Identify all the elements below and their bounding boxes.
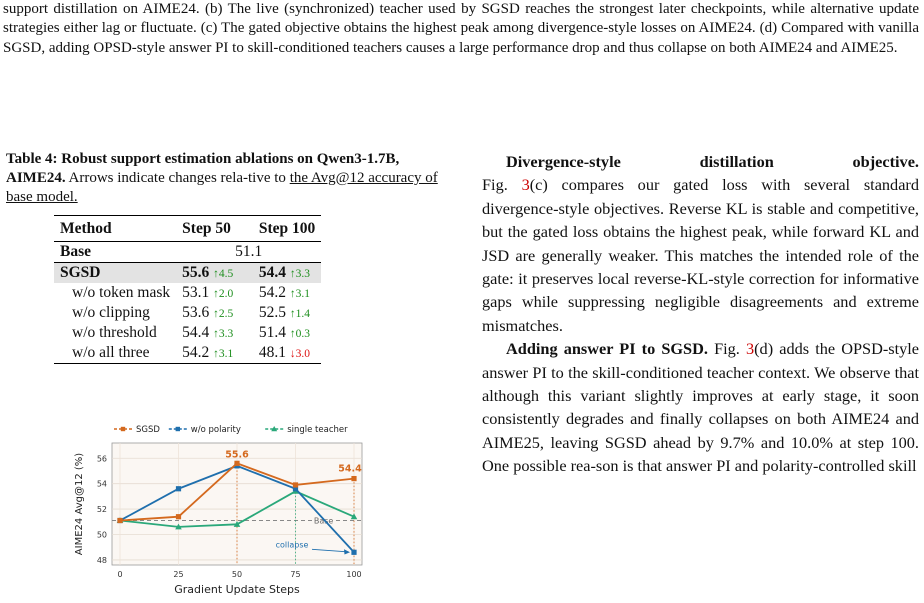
data-label: 54.4 — [338, 463, 362, 475]
header-step100: Step 100 — [253, 216, 321, 242]
base-value: 51.1 — [176, 242, 321, 263]
table-caption — [6, 150, 446, 207]
delta-up: ↑2.5 — [213, 308, 234, 320]
table-row — [54, 303, 321, 323]
base-label: Base — [54, 242, 176, 263]
series-point — [234, 461, 239, 466]
method-cell: w/o clipping — [72, 304, 150, 321]
figure-ref-link[interactable]: 3 — [746, 339, 755, 359]
y-tick-label: 52 — [96, 505, 107, 515]
series-point — [293, 482, 298, 487]
body-text-column — [482, 150, 919, 478]
series-point — [351, 476, 356, 481]
x-axis-label: Gradient Update Steps — [174, 583, 300, 596]
paragraph-divergence — [482, 150, 919, 173]
value-cell: 48.1 — [258, 344, 286, 361]
delta-up: ↑3.1 — [289, 288, 310, 300]
figure-caption-continuation: support distillation on AIME24. (b) The live (synchronized) teacher used by SGSD reaches the strongest later checkpoints, while alternative update strategies either lag or fluctuate. (c) The gated objective obtains the highest peak among divergence-style losses on AIME24. (d) Compared with vanilla SGSD, adding OPSD-style answer PI to skill-conditioned teachers causes a large performance drop and thus collapse on both AIME24 and AIME25. — [3, 1, 919, 56]
series-point — [176, 486, 181, 491]
legend-marker — [176, 427, 180, 431]
table-caption-underlined: the Avg@12 accuracy of base model. — [6, 170, 438, 205]
paragraph-title: Adding answer PI to SGSD. — [506, 339, 708, 359]
legend-marker — [121, 427, 125, 431]
line-chart — [70, 415, 380, 600]
table-row — [54, 343, 321, 364]
method-cell: w/o threshold — [72, 324, 157, 341]
legend-label: SGSD — [136, 425, 160, 435]
table-row — [54, 323, 321, 343]
y-tick-label: 48 — [96, 555, 107, 565]
delta-up: ↑4.5 — [213, 268, 234, 280]
delta-up: ↑0.3 — [289, 328, 310, 340]
table-row — [54, 263, 321, 284]
delta-up: ↑2.0 — [213, 288, 234, 300]
table-caption-title: Robust support estimation ablations on Qwen3-1.7B, AIME24. — [6, 151, 400, 186]
x-tick-label: 75 — [290, 570, 301, 579]
value-cell: 53.6 — [182, 304, 210, 321]
delta-up: ↑1.4 — [289, 308, 310, 320]
x-tick-label: 100 — [346, 570, 362, 579]
legend-label: w/o polarity — [190, 425, 241, 435]
value-cell: 54.2 — [258, 284, 286, 301]
legend-label: single teacher — [287, 425, 348, 435]
baseline-label: Base — [313, 516, 334, 526]
figure-ref-link[interactable]: 3 — [521, 175, 530, 195]
header-step50: Step 50 — [176, 216, 253, 242]
value-cell: 55.6 — [182, 264, 210, 281]
delta-up: ↑3.3 — [289, 268, 310, 280]
series-point — [117, 518, 122, 523]
value-cell: 54.4 — [258, 264, 286, 281]
y-tick-label: 50 — [96, 530, 107, 540]
value-cell: 54.4 — [182, 324, 210, 341]
paragraph-divergence-body: Fig. 3(c) compares our gated loss with several standard divergence-style objectives. Reverse KL is stable and competitive, but the gated loss obtains the highest peak, while forward KL and JSD are generally weaker. This matches the intended role of the gate: it preserves local reverse-KL-style correction for informative gaps while suppressing negligible disagreements and extreme mismatches. — [482, 175, 919, 335]
header-method: Method — [54, 216, 176, 242]
delta-up: ↑3.3 — [213, 328, 234, 340]
table-row — [54, 283, 321, 303]
y-tick-label: 56 — [96, 454, 107, 464]
value-cell: 51.4 — [258, 324, 286, 341]
x-tick-label: 50 — [231, 570, 243, 579]
value-cell: 54.2 — [182, 344, 210, 361]
data-label: 55.6 — [225, 449, 249, 461]
delta-up: ↑3.1 — [213, 348, 234, 360]
y-axis-label: AIME24 Avg@12 (%) — [74, 452, 85, 556]
series-point — [351, 550, 356, 555]
collapse-annotation: collapse — [275, 540, 309, 550]
table-row-base — [54, 242, 321, 263]
value-cell: 53.1 — [182, 284, 210, 301]
value-cell: 52.5 — [258, 304, 286, 321]
method-cell: SGSD — [54, 263, 176, 284]
method-cell: w/o token mask — [72, 284, 171, 301]
paragraph-answer-pi: Adding answer PI to SGSD. Fig. 3(d) adds the OPSD-style answer PI to the skill-conditioned teacher context. We observe that although this variant slightly improves at early stage, it soon consistently degrades and finally collapses on both AIME24 and AIME25, leaving SGSD ahead by 9.7% and 10.0% at step 100. One possible rea-son is that answer PI and polarity-controlled skill — [482, 339, 920, 476]
x-tick-label: 25 — [173, 570, 184, 579]
table-caption-text: Arrows indicate changes rela-tive to — [65, 170, 290, 186]
series-point — [176, 514, 181, 519]
table-caption-label: Table 4: — [6, 151, 58, 167]
ablation-table — [54, 215, 321, 364]
y-tick-label: 54 — [96, 479, 107, 489]
paragraph-title: Divergence-style distillation objective. — [506, 152, 919, 171]
method-cell: w/o all three — [54, 343, 176, 364]
x-tick-label: 0 — [117, 570, 123, 579]
delta-down: ↓3.0 — [289, 348, 310, 360]
